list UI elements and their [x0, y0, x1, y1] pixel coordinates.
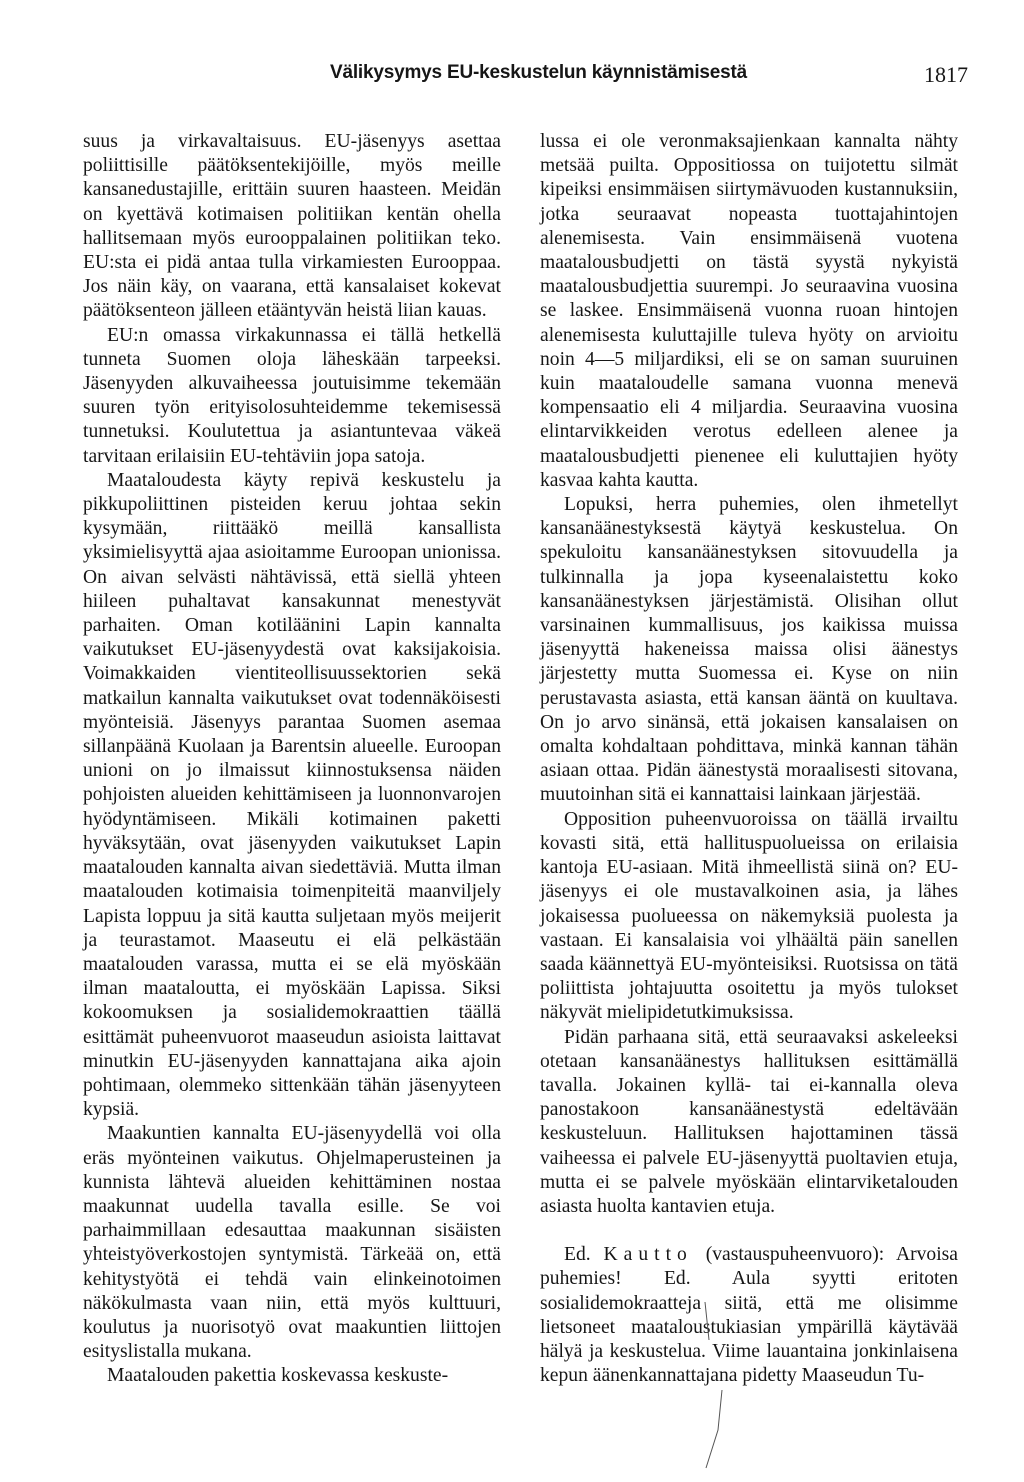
paragraph: EU:n omassa virkakunnassa ei tällä hetkellä tunneta Suomen oloja läheskään tarpeeksi. Jäsenyyden alkuvaiheessa joutuisimme tekemään suuren työn erityisolosuhteidemme tekemisessä tunnetuksi. Koulutettua ja asiantuntevaa väkeä tarvitaan erilaisiin EU-tehtäviin jopa satoja.	[83, 324, 501, 467]
paragraph: Pidän parhaana sitä, että seuraavaksi askeleeksi otetaan kansanäänestys hallituksen esittämällä tavalla. Jokainen kyllä- tai ei-kannalla oleva panostakoon kansanäänestystä edeltävään keskusteluun. Hallituksen hajottaminen tässä vaiheessa ei palvele EU-jäsenyyttä puoltavien etuja, mutta ei se palvele myöskään elintarviketalouden asiasta huolta kantavien etuja.	[540, 1026, 958, 1217]
left-column	[83, 130, 501, 1389]
speech-type: (vastauspuheenvuoro):	[705, 1244, 885, 1266]
reply-text: Arvoisa puhemies! Ed. Aula syytti eritoten sosialidemokraatteja siitä, että me olisimme lietsoneet maataloustukiasian ympärillä käytävää hälyä ja keskustelua. Viime lauantaina jonkinlaisena kepun äänenkannattajana pidetty Maaseudun Tu-	[540, 1244, 958, 1387]
reply-paragraph	[540, 1243, 958, 1388]
paragraph: Maakuntien kannalta EU-jäsenyydellä voi olla eräs myönteinen vaikutus. Ohjelmaperusteinen ja kunnista lähtevä alueiden kehittäminen nostaa maakunnat uudella tavalla esille. Se voi parhaimmillaan edesauttaa maakunnan sisäisten yhteistyöverkostojen syntymistä. Tärkeää on, että kehitystyötä ei tehdä vain elinkeinotoimen näkökulmasta vaan niin, että myös kulttuuri, koulutus ja nuorisotyö ovat maakuntien liittojen esityslistalla mukana.	[83, 1123, 501, 1363]
paragraph: Maatalouden pakettia koskevassa keskuste-	[107, 1365, 449, 1387]
running-title: Välikysymys EU-keskustelun käynnistämisestä	[330, 62, 748, 83]
paragraph: suus ja virkavaltaisuus. EU-jäsenyys asettaa poliittisille päätöksentekijöille, myös meille kansanedustajille, erittäin suuren haasteen. Meidän on kyettävä kotimaisen politiikan kentän ohella hallitsemaan myös eurooppalainen politiikan teko. EU:sta ei pidä antaa tulla virkamiesten Eurooppaa. Jos näin käy, on vaarana, että kansalaiset kokevat päätöksenteon jälleen etääntyvän heistä liian kauas.	[83, 131, 501, 322]
speaker-name: Kautto	[603, 1244, 693, 1266]
speaker-prefix: Ed.	[564, 1244, 591, 1266]
paragraph: Opposition puheenvuoroissa on täällä irvailtu kovasti sitä, että hallituspuolueissa on erilaisia kantoja EU-asiaan. Mitä ihmeellistä siinä on? EU-jäsenyys ei ole mustavalkoinen asia, ja lähes jokaisessa puolueessa on näkemyksiä puolesta ja vastaan. Ei kansalaisia voi ylhäältä päin sanellen saada käännettyä EU-myönteisiksi. Ruotsissa on tätä poliittista johtajuutta osoitettu ja myös tulokset näkyvät mielipidetutkimuksissa.	[540, 808, 958, 1024]
paragraph: Lopuksi, herra puhemies, olen ihmetellyt kansanäänestyksestä käytyä keskustelua. On spekuloitu kansanäänestyksen sitovuudella ja tulkinnalla ja jopa kyseenalaistettu koko kansanäänestyksen järjestämistä. Olisihan ollut varsinainen kummallisuus, jos kaikissa muissa jäsenyyttä hakeneissa maissa olisi äänestys järjestetty mutta Suomessa ei. Kyse on niin perustavasta asiasta, että kansan ääntä on kuultava. On jo arvo sinänsä, että jokaisen kansalaisen on omalta kohdaltaan pohdittava, minkä kannan tähän asiaan ottaa. Pidän äänestystä moraalisesti sitovana, muutoinhan sitä ei kannattaisi lainkaan järjestää.	[540, 494, 958, 806]
paragraph: lussa ei ole veronmaksajienkaan kannalta nähty metsää puilta. Oppositiossa on tuijotettu silmät kipeiksi ensimmäisen siirtymävuoden kustannuksiin, jotka seuraavat nopeasta tuottajahintojen alenemisesta. Vain ensimmäisenä vuotena maatalousbudjetti on tästä syystä nykyistä maatalousbudjettia suurempi. Jo seuraavina vuosina se laskee. Ensimmäisenä vuonna ruoan hintojen alenemisesta kuluttajille tuleva hyöty on arvioitu noin 4—5 miljardiksi, eli se on saman suuruinen kuin maataloudelle samana vuonna menevä kompensaatio eli 4 miljardia. Seuraavina vuosina elintarvikkeiden verotus edelleen alenee ja maatalousbudjetti pienenee eli kuluttajien hyöty kasvaa kahta kautta.	[540, 131, 958, 491]
pencil-mark	[700, 1300, 730, 1470]
paragraph: Maataloudesta käyty repivä keskustelu ja pikkupoliittinen pisteiden keruu johtaa sekin kysymään, riittääkö meillä kansallista yksimielisyyttä ajaa asioitamme Euroopan unionissa. On aivan selvästi nähtävissä, että siellä yhteen hiileen puhaltavat kansakunnat menestyvät parhaiten. Oman kotiläänini Lapin kannalta vaikutukset EU-jäsenyydestä ovat kaksijakoisia. Voimakkaiden vientiteollisuussektorien sekä matkailun kannalta vaikutukset ovat todennäköisesti myönteisiä. Jäsenyys parantaa Suomen asemaa sillanpäänä Kuolaan ja Barentsin alueelle. Euroopan unioni on jo ilmaissut kiinnostuksensa näiden pohjoisten alueiden kehittämiseen ja luonnonvarojen hyödyntämiseen. Mikäli kotimainen paketti hyväksytään, ovat jäsenyyden vaikutukset Lapin maatalouden kannalta aivan siedettäviä. Mutta ilman maatalouden kotimaisia toimenpiteitä maanviljely Lapista loppuu ja sitä kautta suljetaan myös meijerit ja teurastamot. Maaseutu ei elä pelkästään maatalouden varassa, mutta ei se elä myöskään ilman maataloutta, ei myöskään Lapissa. Siksi kokoomuksen ja sosialidemokraattien täällä esittämät puheenvuorot maaseudun asioista laittavat minutkin EU-jäsenyyden kannattajana aika ajoin pohtimaan, olemmeko sittenkään tähän jäsenyyteen kypsiä.	[83, 469, 501, 1121]
page-number: 1817	[924, 62, 968, 87]
right-column	[540, 130, 958, 1388]
